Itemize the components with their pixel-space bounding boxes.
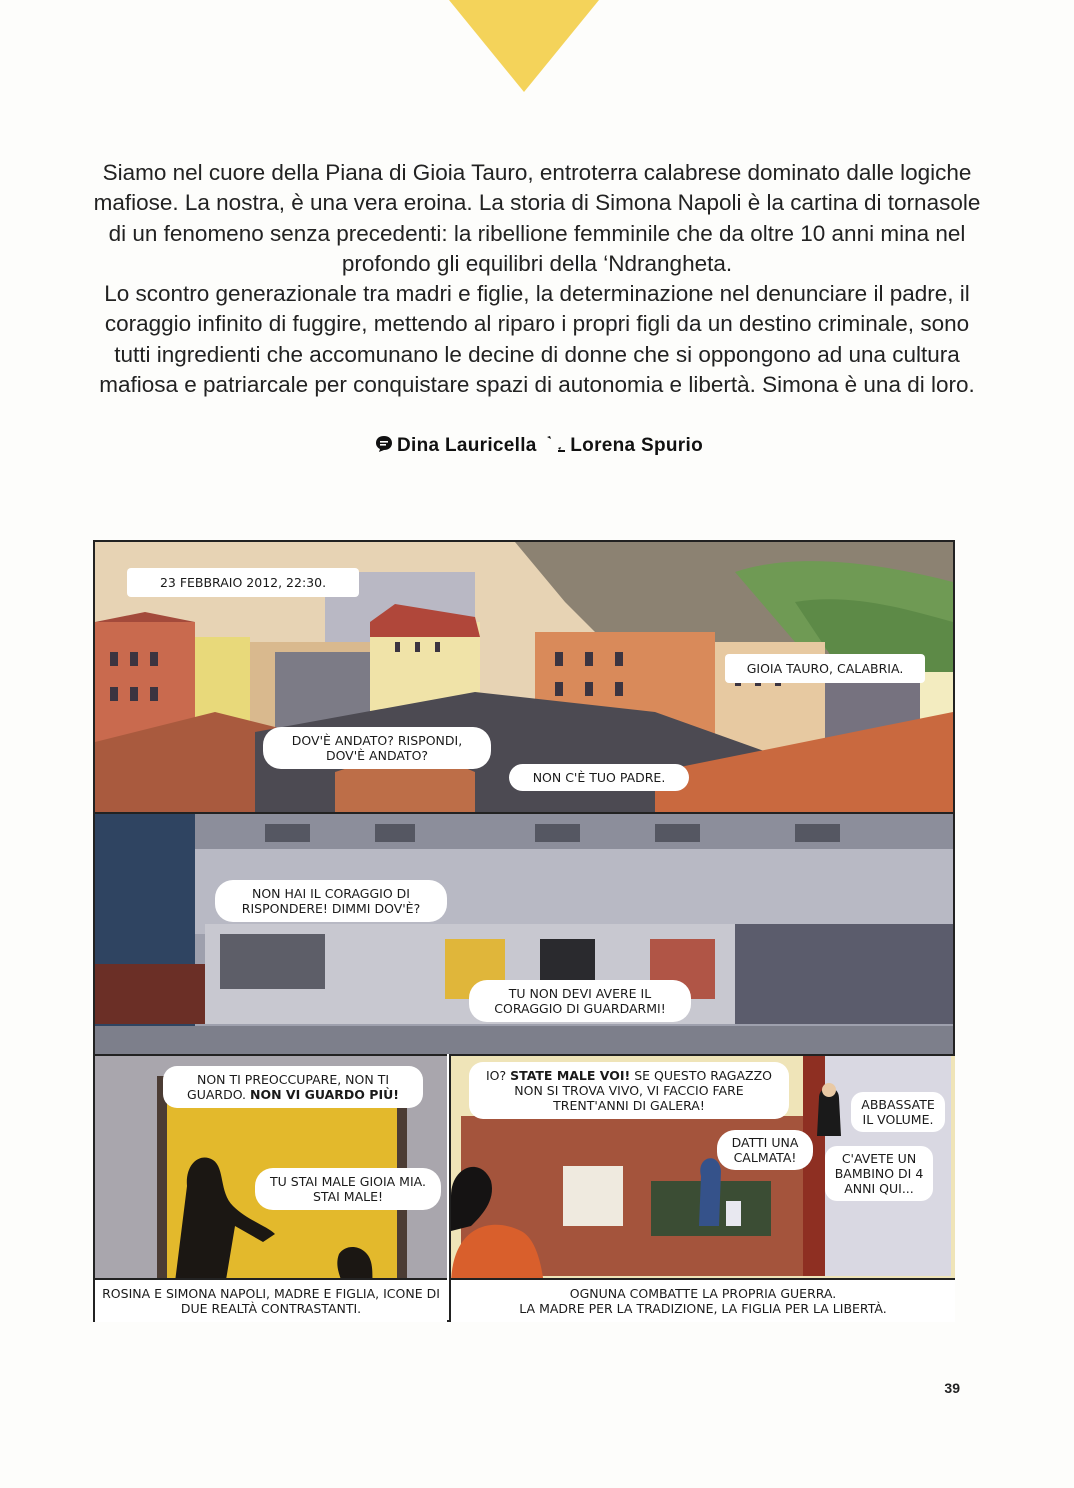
- intro-paragraph-2: Lo scontro generazionale tra madri e figlie, la determinazione nel denunciare il padre, il coraggio infinito di fuggire, mettendo al riparo i propri figli da un destino criminale, sono tutti ingredienti che accomunano le decine di donne che si oppongono ad una cultura mafiosa e patriarcale per conquistare spazi di autonomia e libertà. Simona è una di loro.: [99, 281, 975, 398]
- bubble-text-bold: STATE MALE VOI!: [510, 1068, 631, 1083]
- credits: [0, 435, 1074, 459]
- speech-bubble: DATTI UNA CALMATA!: [717, 1130, 813, 1170]
- speech-bubble: TU NON DEVI AVERE IL CORAGGIO DI GUARDARMI!: [469, 980, 691, 1022]
- comic-page: [93, 540, 955, 1322]
- page-number: 39: [944, 1380, 960, 1396]
- bubble-text: IO?: [485, 1068, 507, 1083]
- decorative-triangle: [449, 0, 599, 92]
- speech-bubble: [163, 1066, 423, 1108]
- bubble-text: NON TI PREOCCUPARE, NON TI GUARDO.: [187, 1072, 390, 1102]
- panel-town-view: [95, 542, 953, 812]
- speech-bubble-icon: [375, 435, 393, 459]
- speech-bubble: NON C'È TUO PADRE.: [509, 764, 689, 791]
- speech-bubble: NON HAI IL CORAGGIO DI RISPONDERE! DIMMI DOV'È?: [215, 880, 447, 922]
- pencil-icon: [546, 435, 566, 459]
- panel-mother-daughter: [95, 1054, 447, 1322]
- caption-line: LA MADRE PER LA TRADIZIONE, LA FIGLIA PER LA LIBERTÀ.: [519, 1301, 887, 1316]
- intro-paragraph-1: Siamo nel cuore della Piana di Gioia Tauro, entroterra calabrese dominato dalle logiche mafiose. La nostra, è una vera eroina. La storia di Simona Napoli è la cartina di tornasole di un fenomeno senza precedenti: la ribellione femminile che da oltre 10 anni mina nel profondo gli equilibri della ‘Ndrangheta.: [93, 160, 981, 276]
- panel-waiting-room: [449, 1054, 955, 1322]
- speech-bubble: DOV'È ANDATO? RISPONDI, DOV'È ANDATO?: [263, 727, 491, 769]
- panel-caption: ROSINA E SIMONA NAPOLI, MADRE E FIGLIA, ICONE DI DUE REALTÀ CONTRASTANTI.: [95, 1278, 447, 1322]
- panel-police-station: [95, 812, 953, 1054]
- date-caption: 23 FEBBRAIO 2012, 22:30.: [127, 568, 359, 597]
- artist-name: Lorena Spurio: [570, 435, 703, 456]
- caption-line: OGNUNA COMBATTE LA PROPRIA GUERRA.: [569, 1286, 837, 1301]
- writer-name: Dina Lauricella: [397, 435, 537, 456]
- intro-text: [86, 158, 988, 400]
- speech-bubble: [469, 1062, 789, 1119]
- place-caption: GIOIA TAURO, CALABRIA.: [725, 654, 925, 683]
- bubble-text: SE QUESTO RAGAZZO NON SI TROVA VIVO, VI FACCIO FARE TRENT'ANNI DI GALERA!: [514, 1068, 773, 1113]
- speech-bubble: TU STAI MALE GIOIA MIA. STAI MALE!: [255, 1168, 441, 1210]
- bubble-text-bold: NON VI GUARDO PIÙ!: [250, 1087, 399, 1102]
- speech-bubble: ABBASSATE IL VOLUME.: [851, 1092, 945, 1132]
- speech-bubble: C'AVETE UN BAMBINO DI 4 ANNI QUI...: [825, 1146, 933, 1201]
- panel-caption: [451, 1278, 955, 1322]
